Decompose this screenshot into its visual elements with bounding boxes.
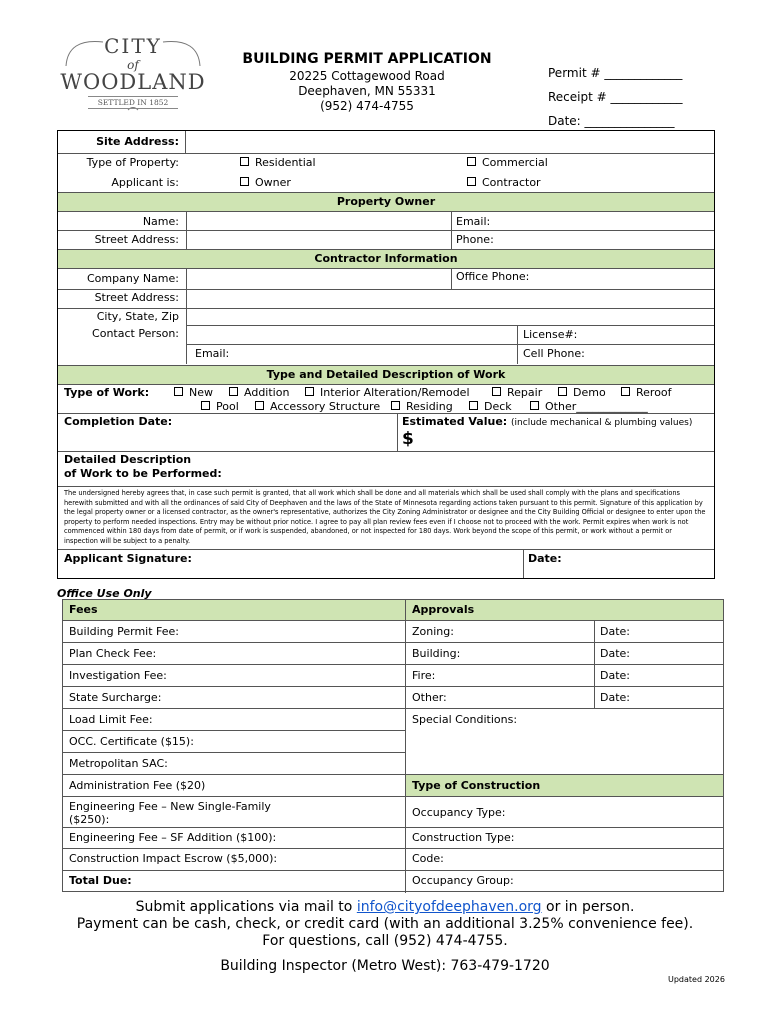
owner-checkbox[interactable]: [240, 176, 291, 189]
logo-city-text: CITY: [104, 34, 162, 58]
fee-item: Engineering Fee – New Single-Family ($250):: [69, 800, 271, 826]
estimated-value-note: (include mechanical & plumbing values): [511, 418, 693, 428]
checkbox-icon: [174, 387, 183, 396]
work-interior-checkbox[interactable]: [305, 386, 470, 399]
residential-label: Residential: [255, 156, 316, 169]
divider: [63, 796, 723, 797]
divider: [63, 686, 723, 687]
commercial-label: Commercial: [482, 156, 548, 169]
city-logo: [58, 36, 208, 112]
work-repair-label: Repair: [507, 386, 543, 399]
checkbox-icon: [558, 387, 567, 396]
logo-woodland-text: WOODLAND: [60, 70, 206, 94]
work-accessory-label: Accessory Structure: [270, 400, 381, 413]
construction-heading: Type of Construction: [412, 779, 541, 792]
completion-date-label: Completion Date:: [64, 415, 173, 428]
logo-of-text: of: [127, 58, 139, 72]
header-phone: (952) 474-4755: [320, 99, 414, 113]
work-new-label: New: [189, 386, 213, 399]
updated-note: Updated 2026: [668, 975, 725, 984]
owner-street-label: Street Address:: [94, 233, 179, 246]
work-reroof-checkbox[interactable]: [621, 386, 672, 399]
owner-name-input[interactable]: [187, 211, 451, 230]
divider: [63, 642, 723, 643]
office-header-bg: [63, 600, 723, 620]
permit-form: [57, 130, 715, 579]
fee-item: OCC. Certificate ($15):: [69, 735, 194, 748]
divider: [63, 827, 723, 828]
work-reroof-label: Reroof: [636, 386, 672, 399]
work-new-checkbox[interactable]: [174, 386, 213, 399]
occupancy-group-label: Occupancy Group:: [412, 874, 514, 887]
footer-line-payment: Payment can be cash, check, or credit card (with an additional 3.25% convenience fee).: [76, 916, 694, 932]
description-label-line2: of Work to be Performed:: [64, 467, 222, 480]
work-deck-checkbox[interactable]: [469, 400, 512, 413]
divider: [405, 600, 406, 893]
checkbox-icon: [255, 401, 264, 410]
contact-person-input[interactable]: [187, 326, 517, 344]
checkbox-icon: [391, 401, 400, 410]
license-label: License#:: [523, 328, 578, 341]
applicant-signature-input[interactable]: [198, 550, 522, 578]
divider: [397, 413, 398, 451]
work-pool-checkbox[interactable]: [201, 400, 239, 413]
office-use-table: [62, 599, 724, 892]
divider: [186, 344, 714, 345]
contractor-checkbox[interactable]: [467, 176, 541, 189]
divider: [594, 620, 595, 708]
divider: [523, 549, 524, 578]
applicant-is-label: Applicant is:: [111, 176, 179, 189]
checkbox-icon: [201, 401, 210, 410]
company-name-label: Company Name:: [87, 272, 179, 285]
divider: [58, 153, 714, 154]
company-name-input[interactable]: [187, 268, 451, 289]
divider: [63, 848, 723, 849]
divider: [58, 308, 714, 309]
type-of-property-label: Type of Property:: [86, 156, 179, 169]
checkbox-icon: [621, 387, 630, 396]
approval-date: Date:: [600, 647, 630, 660]
approval-date: Date:: [600, 669, 630, 682]
footer-line-questions: For questions, call (952) 474-4755.: [262, 933, 508, 949]
contact-person-label: Contact Person:: [92, 327, 179, 340]
approval-date: Date:: [600, 625, 630, 638]
contractor-heading: Contractor Information: [58, 249, 714, 269]
description-input[interactable]: [228, 452, 714, 486]
fee-item: Engineering Fee – SF Addition ($100):: [69, 831, 277, 844]
fee-item: Construction Impact Escrow ($5,000):: [69, 852, 278, 865]
work-heading: Type and Detailed Description of Work: [58, 365, 714, 385]
site-address-input[interactable]: [186, 131, 714, 153]
owner-name-label: Name:: [142, 215, 179, 228]
owner-label: Owner: [255, 176, 291, 189]
work-other-checkbox[interactable]: [530, 400, 648, 413]
footer-line-inspector: Building Inspector (Metro West): 763-479-1720: [220, 958, 550, 974]
approval-zoning: Zoning:: [412, 625, 454, 638]
estimated-value-text: Estimated Value:: [402, 415, 508, 428]
special-conditions-label: Special Conditions:: [412, 713, 518, 726]
completion-date-input[interactable]: [178, 414, 396, 450]
applicant-signature-label: Applicant Signature:: [64, 552, 192, 565]
owner-street-input[interactable]: [187, 231, 451, 249]
checkbox-icon: [467, 177, 476, 186]
fee-item: Administration Fee ($20): [69, 779, 206, 792]
estimated-value-label: [402, 415, 692, 428]
legal-agreement-text: The undersigned hereby agrees that, in case such permit is granted, that all work which shall be done and all materials which shall be used shall comply with the plans and specifications herewith submitted and with all the ordinances of said City of Deephaven and the laws of the State of Minnesota regarding actions taken pursuant to this permit. Signature of this application by the legal property owner or a licensed contractor, as the owner's representative, authorizes the City Zoning Administrator or designee and the City Building Official or designee to enter upon the property to perform needed inspections. Entry may be without prior notice. I agree to pay all plan review fees even if I choose not to proceed with the work. Permit expires when work is not commenced within 180 days from date of permit, or if work is suspended, abandoned, or not inspected for 180 days. Work beyond the scope of this permit, or work without a permit or inspection will be subject to a penalty.: [64, 489, 706, 545]
divider: [63, 620, 723, 621]
work-interior-label: Interior Alteration/Remodel: [320, 386, 470, 399]
work-residing-checkbox[interactable]: [391, 400, 453, 413]
work-other-blank: _____________: [576, 400, 648, 413]
checkbox-icon: [530, 401, 539, 410]
site-address-label: Site Address:: [96, 135, 179, 148]
fee-item: Load Limit Fee:: [69, 713, 153, 726]
work-accessory-checkbox[interactable]: [255, 400, 380, 413]
checkbox-icon: [492, 387, 501, 396]
footer-line-submit: [0, 899, 770, 915]
checkbox-icon: [469, 401, 478, 410]
office-phone-label: Office Phone:: [456, 270, 530, 283]
divider: [451, 268, 452, 289]
receipt-number-field[interactable]: Receipt # ____________: [548, 90, 683, 104]
work-residing-label: Residing: [406, 400, 453, 413]
description-label-line1: Detailed Description: [64, 453, 192, 466]
header-address-line1: 20225 Cottagewood Road: [289, 69, 445, 83]
work-other-label: Other: [545, 400, 577, 413]
header-address-line2: Deephaven, MN 55331: [298, 84, 436, 98]
contractor-label: Contractor: [482, 176, 541, 189]
total-due-label: Total Due:: [69, 874, 132, 887]
work-addition-checkbox[interactable]: [229, 386, 289, 399]
fee-item: Investigation Fee:: [69, 669, 167, 682]
office-use-title: Office Use Only: [57, 587, 152, 600]
divider: [58, 486, 714, 487]
commercial-checkbox[interactable]: [467, 156, 548, 169]
code-label: Code:: [412, 852, 444, 865]
email-link[interactable]: info@cityofdeephaven.org: [356, 899, 542, 915]
approval-date: Date:: [600, 691, 630, 704]
header-date-field[interactable]: Date: _______________: [548, 114, 675, 128]
divider: [63, 708, 723, 709]
property-owner-heading: Property Owner: [58, 192, 714, 212]
fee-item: Metropolitan SAC:: [69, 757, 168, 770]
fee-item: Plan Check Fee:: [69, 647, 157, 660]
checkbox-icon: [240, 157, 249, 166]
work-pool-label: Pool: [216, 400, 239, 413]
approval-building: Building:: [412, 647, 461, 660]
work-demo-checkbox[interactable]: [558, 386, 606, 399]
checkbox-icon: [240, 177, 249, 186]
residential-checkbox[interactable]: [240, 156, 316, 169]
signature-date-label: Date:: [528, 552, 562, 565]
approval-fire: Fire:: [412, 669, 436, 682]
dollar-sign: $: [402, 429, 414, 449]
type-of-work-label: Type of Work:: [64, 386, 150, 399]
logo-settled-text: SETTLED IN 1852: [88, 96, 178, 109]
permit-number-field[interactable]: Permit # _____________: [548, 66, 683, 80]
fees-heading: Fees: [69, 603, 98, 616]
footer-submit-text-end: or in person.: [541, 899, 635, 915]
cell-phone-label: Cell Phone:: [523, 347, 585, 360]
approvals-heading: Approvals: [412, 603, 475, 616]
form-title: BUILDING PERMIT APPLICATION: [242, 51, 492, 67]
city-state-zip-label: City, State, Zip: [96, 310, 179, 323]
owner-email-label: Email:: [456, 215, 491, 228]
divider: [63, 870, 723, 871]
contractor-email-label: Email:: [195, 347, 230, 360]
divider: [63, 730, 405, 731]
owner-phone-label: Phone:: [456, 233, 494, 246]
occupancy-type-label: Occupancy Type:: [412, 806, 506, 819]
checkbox-icon: [229, 387, 238, 396]
approval-other: Other:: [412, 691, 447, 704]
divider: [63, 752, 405, 753]
work-deck-label: Deck: [484, 400, 512, 413]
work-addition-label: Addition: [244, 386, 290, 399]
divider: [63, 664, 723, 665]
work-demo-label: Demo: [573, 386, 606, 399]
fee-item: Building Permit Fee:: [69, 625, 180, 638]
fee-item: State Surcharge:: [69, 691, 162, 704]
checkbox-icon: [467, 157, 476, 166]
contractor-street-input[interactable]: [187, 290, 714, 308]
work-repair-checkbox[interactable]: [492, 386, 542, 399]
contractor-street-label: Street Address:: [94, 291, 179, 304]
checkbox-icon: [305, 387, 314, 396]
construction-type-label: Construction Type:: [412, 831, 515, 844]
footer-submit-text: Submit applications via mail to: [135, 899, 357, 915]
